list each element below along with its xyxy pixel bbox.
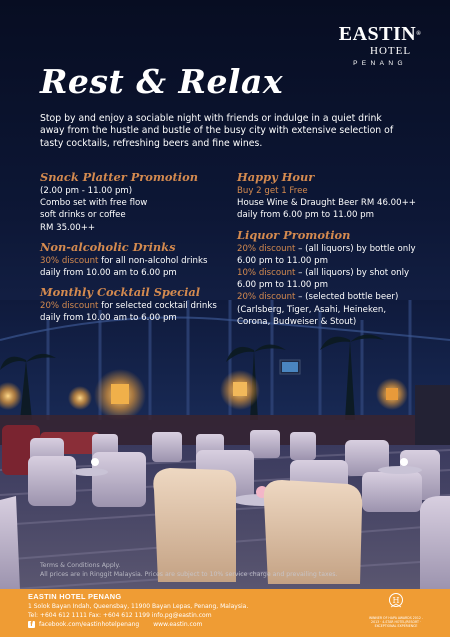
cocktail-time: daily from 10.00 am to 6.00 pm [40, 313, 177, 324]
happy-hour-time: daily from 6.00 pm to 11.00 pm [237, 210, 374, 221]
snack-line: Combo set with free flow [40, 198, 148, 209]
left-promotions [40, 170, 230, 325]
terms-line: Terms & Conditions Apply. [40, 562, 121, 569]
discount-highlight: 30% discount [40, 255, 99, 266]
liquor-offer: 20% discount – (selected bottle beer) [237, 292, 399, 303]
happy-hour-price: House Wine & Draught Beer RM 46.00++ [237, 198, 416, 209]
footer [0, 589, 450, 637]
brand-logo [332, 24, 428, 67]
facebook-icon: f [28, 621, 35, 628]
snack-line: (2.00 pm - 11.00 pm) [40, 186, 133, 196]
brand-name: EASTIN® [338, 23, 422, 45]
svg-text:H: H [392, 596, 400, 605]
cocktail-heading: Monthly Cocktail Special [40, 285, 201, 300]
nonalcoholic-heading: Non-alcoholic Drinks [40, 239, 176, 254]
cocktail-offer: 20% discount for selected cocktail drinks [40, 301, 217, 312]
footer-address: 1 Solok Bayan Indah, Queensbay, 11900 Bayan Lepas, Penang, Malaysia. [28, 603, 249, 610]
facebook-link[interactable]: facebook.com/eastinhotelpenang [39, 621, 140, 628]
brand-hotel: HOTEL [370, 45, 412, 57]
snack-heading: Snack Platter Promotion [40, 170, 198, 184]
intro-text: Stop by and enjoy a sociable night with friends or indulge in a quiet drink away from the hustle and bustle of the busy city with extensive selection of tasty cocktails, refreshing beers and fine wines. [40, 113, 394, 149]
award-text: WINNER OF HAPA AWARDS 2012 - 2013 · 4-STAR HOTEL/RESORT · EXCEPTIONAL EXPERIENCE [368, 616, 424, 629]
liquor-offer: 10% discount – (all liquors) by shot only [237, 268, 410, 279]
liquor-time: 6.00 pm to 11.00 pm [237, 280, 328, 291]
snack-line: soft drinks or coffee [40, 210, 126, 221]
terms-line: All prices are in Ringgit Malaysia. Prices are subject to 10% service charge and prevailing taxes. [40, 570, 338, 578]
award-icon [388, 592, 404, 610]
snack-price: RM 35.00++ [40, 222, 96, 233]
brand-city: PENANG [353, 60, 407, 67]
happy-hour-heading: Happy Hour [237, 170, 315, 184]
terms-conditions [40, 562, 337, 579]
website-link[interactable]: www.eastin.com [153, 621, 203, 628]
liquor-heading: Liquor Promotion [237, 227, 351, 242]
nonalcoholic-offer: 30% discount for all non-alcohol drinks [40, 255, 208, 266]
award-badge [366, 592, 426, 629]
nonalcoholic-time: daily from 10.00 am to 6.00 pm [40, 268, 177, 279]
liquor-time: 6.00 pm to 11.00 pm [237, 255, 328, 266]
liquor-offer: 20% discount – (all liquors) by bottle only [237, 243, 416, 254]
happy-hour-offer: Buy 2 get 1 Free [237, 186, 308, 196]
right-promotions [237, 170, 422, 328]
lounge-photo [0, 300, 450, 590]
footer-hotel-name: EASTIN HOTEL PENANG [28, 592, 122, 601]
liquor-brands: (Carlsberg, Tiger, Asahi, Heineken, [237, 304, 387, 315]
footer-contact: Tel: +604 612 1111 Fax: +604 612 1199 info.pg@eastin.com [28, 612, 212, 619]
page-title: Rest & Relax [40, 62, 284, 101]
discount-highlight: 20% discount [40, 301, 99, 312]
liquor-brands: Corona, Budweiser & Stout) [237, 316, 357, 327]
footer-social [28, 621, 202, 628]
